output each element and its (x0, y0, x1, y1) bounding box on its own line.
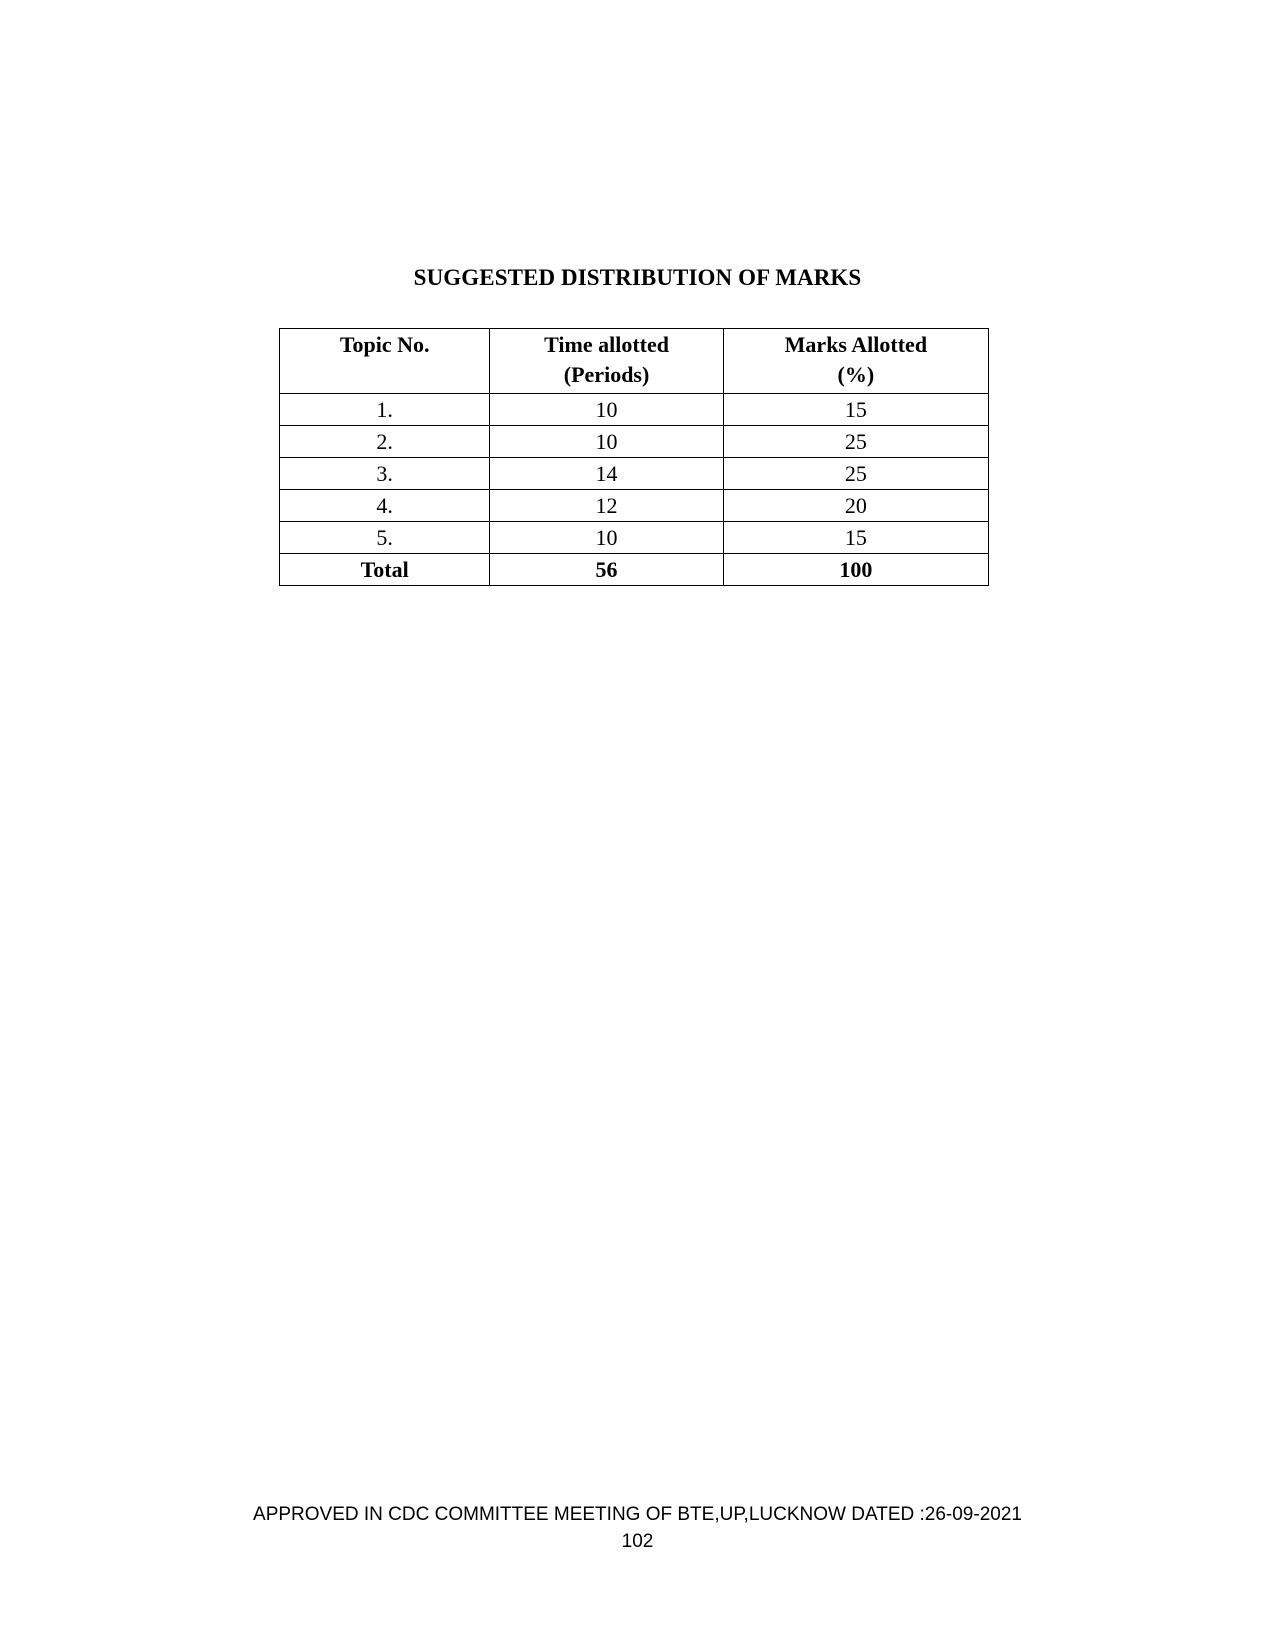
cell-topic: 5. (280, 522, 490, 554)
page-footer (0, 1501, 1275, 1555)
cell-marks: 20 (723, 490, 988, 522)
table-row (280, 458, 989, 490)
table-header-row (280, 329, 989, 394)
header-time-allotted-unit: (Periods) (563, 362, 650, 387)
total-time: 56 (490, 554, 723, 586)
header-marks-allotted-unit: (%) (837, 362, 875, 387)
table-total-row (280, 554, 989, 586)
table-row (280, 426, 989, 458)
cell-topic: 1. (280, 394, 490, 426)
header-time-allotted-label: Time allotted (544, 332, 669, 357)
cell-time: 10 (490, 426, 723, 458)
header-marks-allotted-label: Marks Allotted (784, 332, 928, 357)
cell-topic: 4. (280, 490, 490, 522)
cell-time: 12 (490, 490, 723, 522)
total-label: Total (280, 554, 490, 586)
header-topic-no (280, 329, 490, 394)
cell-topic: 3. (280, 458, 490, 490)
header-time-allotted (490, 329, 723, 394)
total-marks: 100 (723, 554, 988, 586)
cell-time: 10 (490, 394, 723, 426)
header-topic-no-label: Topic No. (339, 332, 430, 357)
table-row (280, 394, 989, 426)
table-row (280, 522, 989, 554)
page-number: 102 (621, 1531, 654, 1552)
cell-topic: 2. (280, 426, 490, 458)
cell-time: 10 (490, 522, 723, 554)
cell-time: 14 (490, 458, 723, 490)
header-marks-allotted (723, 329, 988, 394)
marks-distribution-table (279, 328, 989, 586)
cell-marks: 25 (723, 426, 988, 458)
table-row (280, 490, 989, 522)
page-title: SUGGESTED DISTRIBUTION OF MARKS (413, 265, 862, 290)
approval-note: APPROVED IN CDC COMMITTEE MEETING OF BTE,UP,LUCKNOW DATED :26-09-2021 (253, 1504, 1022, 1525)
cell-marks: 15 (723, 522, 988, 554)
cell-marks: 25 (723, 458, 988, 490)
cell-marks: 15 (723, 394, 988, 426)
